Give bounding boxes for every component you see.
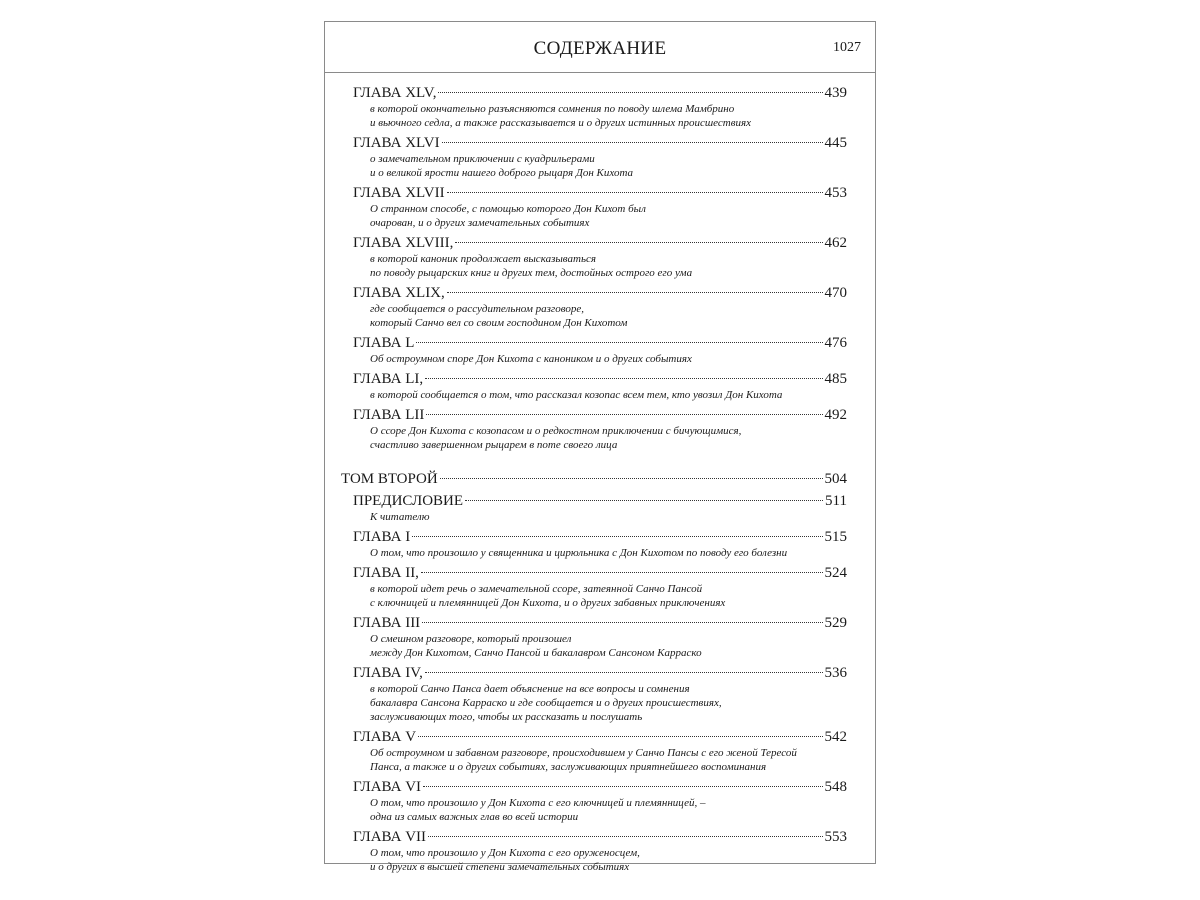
toc-entry-page-number: 511 xyxy=(825,493,847,509)
toc-description-line: очарован, и о других замечательных событиях xyxy=(370,217,590,229)
toc-description-line: К читателю xyxy=(370,511,430,523)
toc-description-line: и о других в высшей степени замечательных событиях xyxy=(370,861,630,873)
toc-entry-title: ГЛАВА IV, xyxy=(353,665,423,681)
dot-leader xyxy=(421,572,823,573)
toc-entry xyxy=(353,564,847,610)
toc-description-line: бакалавра Сансона Карраско и где сообщается и о других происшествиях, xyxy=(370,697,722,709)
toc-entry-title: ГЛАВА XLV, xyxy=(353,85,437,101)
toc-entry xyxy=(353,84,847,130)
toc-description-line: в которой сообщается о том, что рассказал козопас всем тем, кто увозил Дон Кихота xyxy=(370,389,783,401)
toc-entry-line xyxy=(353,778,847,796)
toc-entry-description xyxy=(353,582,847,610)
toc-entry-line xyxy=(353,492,847,510)
toc-entry-title: ГЛАВА XLVIII, xyxy=(353,235,454,251)
toc-entry-page-number: 462 xyxy=(824,235,847,251)
toc-entry-description xyxy=(353,102,847,130)
toc-description-line: О ссоре Дон Кихота с козопасом и о редкостном приключении с бичующимися, xyxy=(370,425,742,437)
toc-entry xyxy=(353,614,847,660)
dot-leader xyxy=(465,500,823,501)
toc-entry-page-number: 439 xyxy=(824,85,847,101)
toc-description-line: О странном способе, с помощью которого Дон Кихот был xyxy=(370,203,646,215)
toc-entry-title: ГЛАВА LII xyxy=(353,407,425,423)
toc-entry xyxy=(353,778,847,824)
dot-leader xyxy=(422,622,822,623)
dot-leader xyxy=(447,292,823,293)
dot-leader xyxy=(423,786,822,787)
toc-entry-line xyxy=(353,370,847,388)
toc-entry-page-number: 553 xyxy=(824,829,847,845)
toc-entry-title: ГЛАВА III xyxy=(353,615,421,631)
toc-entry-line xyxy=(353,334,847,352)
toc-entry-description xyxy=(353,746,847,774)
page-title: СОДЕРЖАНИЕ xyxy=(533,38,667,59)
toc-entry-page-number: 542 xyxy=(824,729,847,745)
toc-description-line: по поводу рыцарских книг и других тем, достойных острого его ума xyxy=(370,267,693,279)
toc-entry-title: ГЛАВА VI xyxy=(353,779,422,795)
toc-entry-line xyxy=(353,664,847,682)
toc-entry-title: ПРЕДИСЛОВИЕ xyxy=(353,493,464,509)
dot-leader xyxy=(418,736,822,737)
dot-leader xyxy=(426,414,822,415)
toc-entry-title: ГЛАВА XLVII xyxy=(353,185,445,201)
dot-leader xyxy=(455,242,822,243)
toc-description-line: и о великой ярости нашего доброго рыцаря Дон Кихота xyxy=(370,167,634,179)
dot-leader xyxy=(442,142,823,143)
page-header xyxy=(325,22,875,73)
toc-entry-title: ГЛАВА XLIX, xyxy=(353,285,445,301)
toc-entry-page-number: 476 xyxy=(824,335,847,351)
dot-leader xyxy=(425,378,822,379)
toc-description-line: О смешном разговоре, который произошел xyxy=(370,633,572,645)
toc-description-line: Панса, а также и о других событиях, заслуживающих приятнейшего воспоминания xyxy=(370,761,767,773)
toc-entry-page-number: 453 xyxy=(824,185,847,201)
toc-entry xyxy=(353,334,847,366)
toc-entry-line xyxy=(353,134,847,152)
toc-entry-line xyxy=(353,284,847,302)
toc-entry-title: ГЛАВА XLVI xyxy=(353,135,440,151)
toc-entry-title: ГЛАВА II, xyxy=(353,565,419,581)
toc-entry xyxy=(353,234,847,280)
toc-entry xyxy=(353,728,847,774)
toc-entry-description xyxy=(353,202,847,230)
toc-entry-description xyxy=(353,546,847,560)
toc-entry-title: ГЛАВА LI, xyxy=(353,371,424,387)
toc-entry-page-number: 529 xyxy=(824,615,847,631)
toc-entry xyxy=(353,406,847,452)
toc-entry-page-number: 548 xyxy=(824,779,847,795)
toc-entry-description xyxy=(353,682,847,724)
dot-leader xyxy=(440,478,823,479)
toc-description-line: Об остроумном споре Дон Кихота с каноником и о других событиях xyxy=(370,353,692,365)
toc-description-line: в которой Санчо Панса дает объяснение на все вопросы и сомнения xyxy=(370,683,690,695)
toc-entry-line xyxy=(353,564,847,582)
toc-entry-line xyxy=(353,528,847,546)
toc-entry-line xyxy=(353,614,847,632)
toc-entry-description xyxy=(353,510,847,524)
toc-entry-page-number: 485 xyxy=(824,371,847,387)
toc-description-line: между Дон Кихотом, Санчо Пансой и бакалавром Сансоном Карраско xyxy=(370,647,702,659)
toc-entry-description xyxy=(353,352,847,366)
toc-entry-title: ТОМ ВТОРОЙ xyxy=(341,471,438,487)
toc-entry-description xyxy=(353,388,847,402)
toc-entry-description xyxy=(353,424,847,452)
toc-entry-line xyxy=(353,234,847,252)
toc-entry xyxy=(353,284,847,330)
toc-entry-line xyxy=(341,470,847,488)
toc-entry-page-number: 524 xyxy=(824,565,847,581)
toc-description-line: о замечательном приключении с куадрильерами xyxy=(370,153,595,165)
toc-description-line: Об остроумном и забавном разговоре, происходившем у Санчо Пансы с его женой Тересой xyxy=(370,747,797,759)
toc-entry-page-number: 515 xyxy=(824,529,847,545)
toc-description-line: где сообщается о рассудительном разговоре, xyxy=(370,303,584,315)
toc-description-line: с ключницей и племянницей Дон Кихота, и о других забавных приключениях xyxy=(370,597,726,609)
toc-description-line: счастливо завершенном рыцарем в поте своего лица xyxy=(370,439,618,451)
toc-entry xyxy=(353,828,847,874)
toc-entry-description xyxy=(353,796,847,824)
toc-entry-page-number: 445 xyxy=(824,135,847,151)
toc-description-line: заслуживающих того, чтобы их рассказать и послушать xyxy=(370,711,643,723)
toc-entry xyxy=(353,664,847,724)
toc-description-line: О том, что произошло у Дон Кихота с его ключницей и племянницей, – xyxy=(370,797,706,809)
toc-entry-description xyxy=(353,302,847,330)
toc-description-line: О том, что произошло у священника и цирюльника с Дон Кихотом по поводу его болезни xyxy=(370,547,788,559)
toc-description-line: в которой каноник продолжает высказываться xyxy=(370,253,596,265)
toc-description-line: в которой окончательно разъясняются сомнения по поводу шлема Мамбрино xyxy=(370,103,735,115)
book-page xyxy=(324,21,876,873)
toc-entry-page-number: 536 xyxy=(824,665,847,681)
toc-entry-description xyxy=(353,846,847,874)
toc-entry-page-number: 492 xyxy=(824,407,847,423)
toc-volume-entry xyxy=(341,470,847,488)
toc-entry-line xyxy=(353,406,847,424)
toc-description-line: который Санчо вел со своим господином Дон Кихотом xyxy=(370,317,628,329)
toc-entry xyxy=(353,492,847,524)
toc-entry-page-number: 470 xyxy=(824,285,847,301)
toc-entry-line xyxy=(353,728,847,746)
toc-entry xyxy=(353,528,847,560)
toc-entry-line xyxy=(353,184,847,202)
toc-entry-line xyxy=(353,84,847,102)
toc-entry-line xyxy=(353,828,847,846)
toc-entry xyxy=(353,184,847,230)
dot-leader xyxy=(425,672,823,673)
toc-entry-description xyxy=(353,632,847,660)
dot-leader xyxy=(447,192,823,193)
toc-entry-description xyxy=(353,252,847,280)
toc-entry xyxy=(353,370,847,402)
dot-leader xyxy=(412,536,822,537)
toc-description-line: в которой идет речь о замечательной ссоре, затеянной Санчо Пансой xyxy=(370,583,703,595)
dot-leader xyxy=(438,92,822,93)
dot-leader xyxy=(416,342,822,343)
page-number: 1027 xyxy=(833,40,861,55)
toc-description-line: одна из самых важных глав во всей истории xyxy=(370,811,579,823)
toc-description-line: и вьючного седла, а также рассказывается и о других истинных происшествиях xyxy=(370,117,751,129)
toc-description-line: О том, что произошло у Дон Кихота с его оруженосцем, xyxy=(370,847,640,859)
toc-entry-title: ГЛАВА V xyxy=(353,729,417,745)
toc-entry-title: ГЛАВА L xyxy=(353,335,415,351)
dot-leader xyxy=(428,836,822,837)
toc-entry-title: ГЛАВА I xyxy=(353,529,411,545)
toc-entry-description xyxy=(353,152,847,180)
toc-entry xyxy=(353,134,847,180)
toc-entry-title: ГЛАВА VII xyxy=(353,829,427,845)
table-of-contents xyxy=(341,84,847,878)
toc-entry-page-number: 504 xyxy=(824,471,847,487)
